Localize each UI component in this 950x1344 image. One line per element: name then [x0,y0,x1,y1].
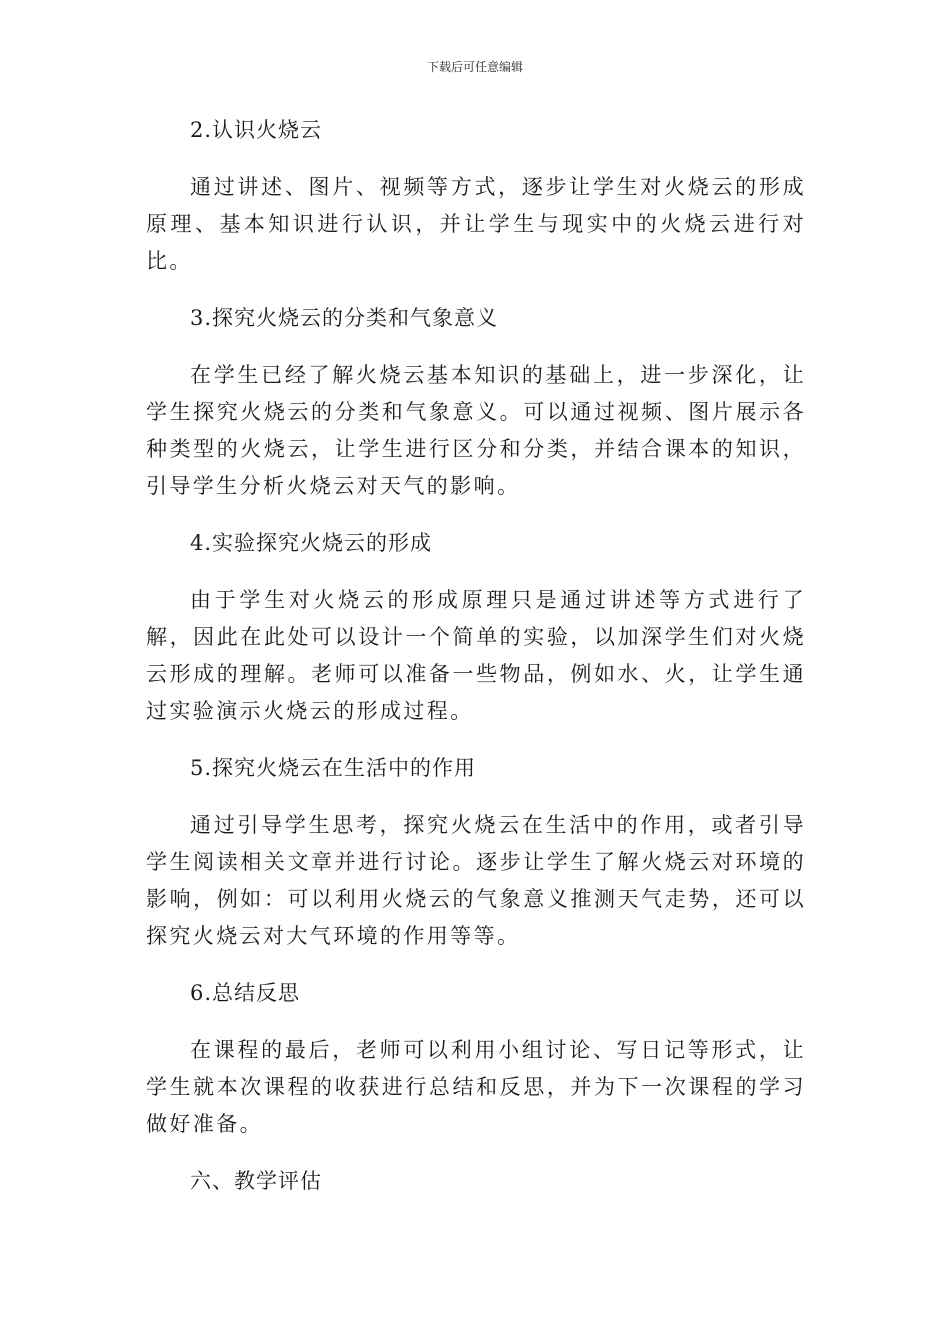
section-paragraph-2: 通过讲述、图片、视频等方式，逐步让学生对火烧云的形成原理、基本知识进行认识，并让学生与现实中的火烧云进行对比。 [146,175,806,273]
section-heading-5: 5.探究火烧云在生活中的作用 [190,756,477,780]
section-heading-4: 4.实验探究火烧云的形成 [190,531,433,555]
section-heading-3: 3.探究火烧云的分类和气象意义 [190,306,499,330]
section-paragraph-3: 在学生已经了解火烧云基本知识的基础上，进一步深化，让学生探究火烧云的分类和气象意义。可以通过视频、图片展示各种类型的火烧云，让学生进行区分和分类，并结合课本的知识，引导学生分析火烧云对天气的影响。 [146,363,806,498]
section-paragraph-4: 由于学生对火烧云的形成原理只是通过讲述等方式进行了解，因此在此处可以设计一个简单的实验，以加深学生们对火烧云形成的理解。老师可以准备一些物品，例如水、火，让学生通过实验演示火烧云的形成过程。 [146,588,806,723]
document-body [146,112,806,1220]
section-heading-6: 6.总结反思 [190,981,301,1005]
section-heading-2: 2.认识火烧云 [190,118,323,142]
section-paragraph-6: 在课程的最后，老师可以利用小组讨论、写日记等形式，让学生就本次课程的收获进行总结和反思，并为下一次课程的学习做好准备。 [146,1038,806,1136]
section-paragraph-5: 通过引导学生思考，探究火烧云在生活中的作用，或者引导学生阅读相关文章并进行讨论。逐步让学生了解火烧云对环境的影响，例如：可以利用火烧云的气象意义推测天气走势，还可以探究火烧云对大气环境的作用等等。 [146,813,806,948]
chapter-heading-teaching-evaluation: 六、教学评估 [190,1169,322,1193]
page-header-note: 下载后可任意编辑 [426,60,523,74]
